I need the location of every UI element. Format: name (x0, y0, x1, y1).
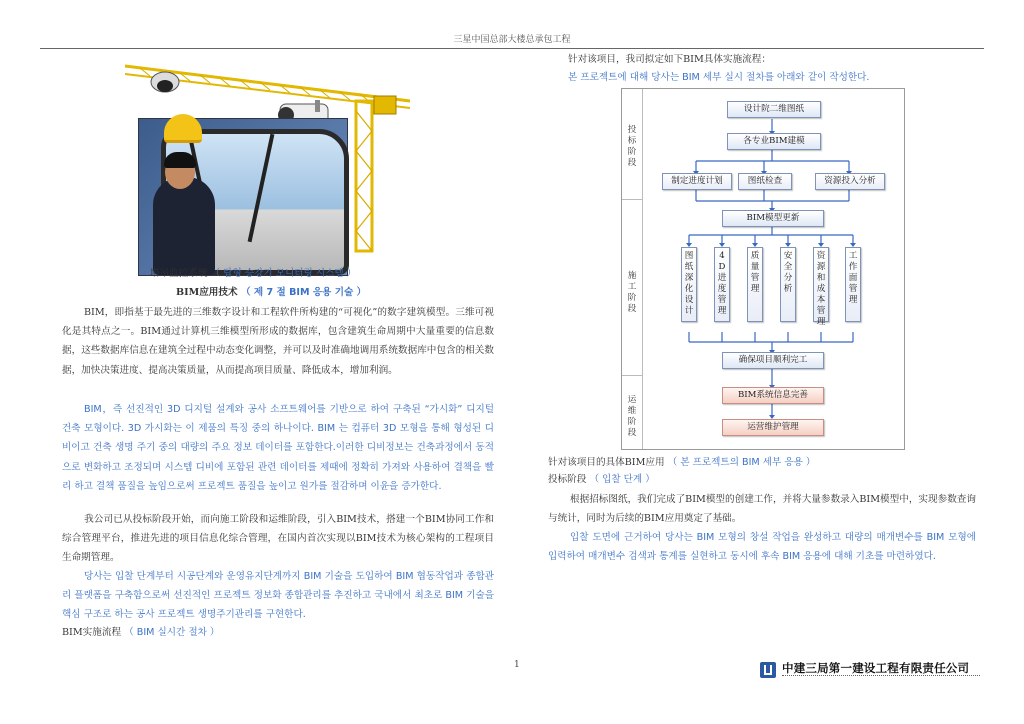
right-intro-ko: 본 프로젝트에 대해 당사는 BIM 세부 실시 절차를 아래와 같이 작성한다. (568, 72, 870, 83)
page-header (40, 34, 984, 49)
figure-caption-zh: 塔吊监控系统 (150, 268, 208, 279)
phase-bid: 投标阶段 (627, 125, 637, 168)
figure-caption (150, 266, 356, 282)
right-app-title (548, 455, 816, 471)
box-4d-schedule: 4D进度管理 (714, 247, 730, 322)
bim-paragraph-2-zh (62, 510, 494, 568)
right-bid-title (548, 472, 655, 488)
bim-paragraph-1-ko (62, 400, 494, 496)
right-paragraph-ko (548, 528, 976, 566)
bim-section-heading (176, 285, 366, 301)
bim-heading-zh: BIM应用技术 (176, 287, 238, 298)
phase-construction: 施工阶段 (627, 271, 637, 314)
company-emblem-icon (760, 662, 776, 678)
right-intro-zh: 针对该项目，我司拟定如下BIM具体实施流程： (568, 54, 771, 65)
header-title: 三星中国总部大楼总承包工程 (453, 35, 571, 45)
bim-heading-ko: （ 제 7 절 BIM 응용 기술 ） (240, 287, 367, 298)
para1-zh-text: BIM，即指基于最先进的三维数字设计和工程软件所构建的“可视化”的数字建筑模型。三维可视化是其特点之一。BIM通过计算机三维模型所形成的数据库，包含建筑生命周期中大量重要的信息数据，这些数据库信息在建筑全过程中动态变化调整，并可以及时准确地调用系统数据库中包含的相关数据，加快决策进度、提高决策质量，从而提高项目质量、降低成本，增加利润。 (62, 307, 494, 376)
bim-flowchart (621, 88, 905, 450)
box-quality-mgmt: 质量管理 (747, 247, 763, 322)
figure-caption-ko: （ 탑형 승강기 모니터링 시스템 ） (210, 268, 357, 279)
company-name: 中建三局第一建设工程有限责任公司 (782, 661, 970, 675)
box-drawing-check: 图纸检查 (738, 173, 792, 190)
para3-ko-text: 입찰 도면에 근거하여 당사는 BIM 모형의 창설 작업을 완성하고 대량의 매개변수를 BIM 모형에 입력하여 매개변수 검색과 통계를 실현하고 동시에 후속 BIM 응용에 대해 기초를 마련하였다. (548, 532, 976, 563)
box-project-completion: 确保项目顺利完工 (722, 352, 824, 369)
box-ops-maintenance: 运营维护管理 (722, 419, 824, 436)
box-model-update: BIM模型更新 (722, 210, 824, 227)
box-resource-cost: 资源和成本管理 (813, 247, 829, 322)
box-system-info: BIM系统信息完善 (722, 387, 824, 404)
flow-title-zh: BIM实施流程 (62, 627, 122, 638)
box-resource-analysis: 资源投入分析 (815, 173, 885, 190)
bid-title-zh: 投标阶段 (548, 474, 587, 485)
para1-ko-text: BIM，즉 선진적인 3D 디지털 설계와 공사 소프트웨어를 기반으로 하여 구축된 “가시화” 디지털 건축 모형이다. 3D 가시화는 이 제품의 특징 중의 하나이다. BIM 는 컴퓨터 3D 모형을 통해 형성된 디비이고 건축 생명 주기 중의 대량의 주요 정보 데이터를 포함한다.이러한 디비정보는 건축과정에서 동적으로 변화하고 조정되며 시스템 디비에 포함된 관련 데이터를 제때에 정확히 가져와 사용하여 결책을 빨리 하고 결책 품질을 높임으로써 프로젝트 품질을 높이고 원가를 절감하며 이윤을 증가한다. (62, 404, 494, 492)
bid-title-ko: （ 입찰 단계 ） (589, 474, 655, 485)
box-workface-mgmt: 工作面管理 (845, 247, 861, 322)
app-title-ko: （ 본 프로젝트의 BIM 세부 응용 ） (667, 457, 816, 468)
box-drawing-detail: 图纸深化设计 (681, 247, 697, 322)
para2-ko-text: 당사는 입찰 단계부터 시공단계와 운영유지단계까지 BIM 기술을 도입하여 BIM 협동작업과 종합관리 플랫폼을 구축함으로써 선진적인 프로젝트 정보화 종합관리를 추진하고 국내에서 최초로 BIM 기술을 핵심 구조로 하는 공사 프로젝트 생명주기관리를 구현한다. (62, 571, 494, 621)
tower-crane-illustration (120, 56, 420, 266)
app-title-zh: 针对该项目的具体BIM应用 (548, 457, 665, 468)
flow-title-ko: （ BIM 실시간 절차 ） (124, 627, 220, 638)
box-schedule-plan: 制定进度计划 (662, 173, 732, 190)
page-number: 1 (514, 660, 520, 670)
bim-paragraph-1-zh (62, 303, 494, 380)
box-discipline-modeling: 各专业BIM建模 (727, 133, 821, 150)
company-logo (760, 660, 982, 682)
box-safety-analysis: 安全分析 (780, 247, 796, 322)
para2-zh-text: 我公司已从投标阶段开始，而向施工阶段和运维阶段，引入BIM技术，搭建一个BIM协同工作和综合管理平台，推进先进的项目信息化综合管理，在国内首次实现以BIM技术为核心架构的工程项目生命期管理。 (62, 514, 494, 564)
para3-zh-text: 根据招标图纸，我们完成了BIM模型的创建工作，并将大量参数录入BIM模型中，实现参数查询与统计，同时为后续的BIM应用奠定了基础。 (548, 494, 976, 525)
bim-flow-title (62, 625, 220, 641)
right-paragraph-zh (548, 490, 976, 528)
box-design-drawings: 设计院二维图纸 (727, 101, 821, 118)
bim-paragraph-2-ko (62, 567, 494, 625)
company-subtitle-line (782, 675, 980, 679)
phase-operation: 运维阶段 (627, 395, 637, 438)
